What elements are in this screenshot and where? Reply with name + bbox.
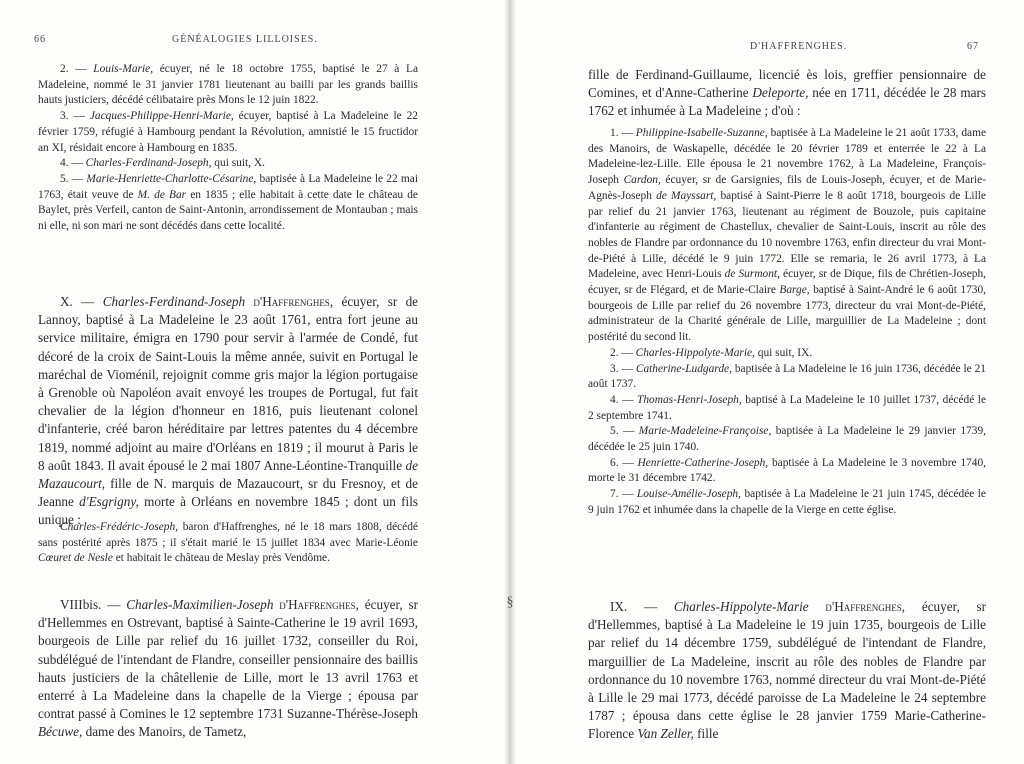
running-head: GÉNÉALOGIES LILLOISES.: [172, 34, 318, 45]
list-item: 1. — Philippine-Isabelle-Suzanne, baptisée à La Madeleine le 21 août 1733, dame des Manoirs, de Waskapelle, décédée le 20 février 1789 et enterrée le 22 à La Madeleine-lez-Lille. Elle épousa le 21 novembre 1762, à La Madeleine, François-Joseph Cardon, écuyer, sr de Garsignies, fils de Louis-Joseph, écuyer, et de Marie-Agnès-Joseph de Mayssart, baptisé à Saint-Pierre le 8 août 1718, bourgeois de Lille par relief du 21 janvier 1763, lieutenant au régiment de Bouzole, puis capitaine d'infanterie au régiment de Chastellux, chevalier de Saint-Louis, inscrit au rôle des nobles de Flandre par ordonnance du 10 novembre 1763, enfin directeur du vrai Mont-de-Piété à Lille, décédé le 9 juin 1772. Elle se remaria, le 26 avril 1773, à La Madeleine, avec Henri-Louis de Surmont, écuyer, sr de Dique, fils de Chrétien-Joseph, écuyer, sr de Flégard, et de Marie-Claire Barge, baptisé à Saint-André le 6 août 1730, bourgeois de Lille par relief du 26 novembre 1773, directeur du vrai Mont-de-Piété, administrateur de la Charité générale de Lille, marguillier de La Madeleine ; dont postérité du second lit.: [588, 127, 987, 344]
list-item: 4. — Charles-Ferdinand-Joseph, qui suit, X.: [60, 157, 265, 170]
page-number: 67: [967, 41, 979, 52]
entry-x-son: Charles-Frédéric-Joseph, baron d'Haffrenghes, né le 18 mars 1808, décédé sans postérité après 1875 ; il s'était marié le 15 juillet 1834 avec Marie-Léonie Cœuret de Nesle et habitait le château de Meslay près Vendôme.: [38, 521, 418, 565]
list-item: 6. — Henriette-Catherine-Joseph, baptisée à La Madeleine le 3 novembre 1740, morte le 31 décembre 1742.: [588, 456, 986, 485]
list-item: 3. — Catherine-Ludgarde, baptisée à La Madeleine le 16 juin 1736, décédée le 21 août 1737.: [588, 362, 987, 391]
binding-mark-icon: §: [506, 595, 514, 610]
left-page: [0, 0, 508, 764]
list-item: 2. — Louis-Marie, écuyer, né le 18 octobre 1755, baptisé le 27 à La Madeleine, nommé le 31 janvier 1781 lieutenant au bailli par les grands baillis hauts justiciers, décédé célibataire près Mons le 12 juin 1822.: [38, 63, 418, 107]
page-number: 66: [34, 34, 46, 45]
entry-viii-bis-continued: fille de Ferdinand-Guillaume, licencié ès lois, greffier pensionnaire de Comines, et d'Anne-Catherine Deleporte, née en 1711, décédée le 28 mars 1762 et inhumée à La Madeleine ; d'où :: [588, 67, 986, 119]
list-item: 3. — Jacques-Philippe-Henri-Marie, écuyer, baptisé à La Madeleine le 22 février 1759, réfugié à Hambourg pendant la Révolution, amnistié le 15 fructidor an XI, résidait encore à Hambourg en 1835.: [38, 110, 418, 154]
list-item: 2. — Charles-Hippolyte-Marie, qui suit, IX.: [610, 346, 813, 359]
entry-viii-bis: VIIIbis. — Charles-Maximilien-Joseph d'Haffrenghes, écuyer, sr d'Hellemmes en Ostrevant, baptisé à Sainte-Catherine le 19 avril 1693, bourgeois de Lille par relief du 16 juillet 1732, conseiller du Roi, subdélégué de l'intendant de Flandre, conseiller pensionnaire des baillis hauts justiciers de la châtellenie de Lille, mort le 13 avril 1763 et enterré à La Madeleine dans la chapelle de la Vierge ; épousa par contrat passé à Comines le 12 septembre 1731 Suzanne-Thérèse-Joseph Bécuwe, dame des Manoirs, de Tametz,: [38, 597, 419, 740]
entry-ix: IX. — Charles-Hippolyte-Marie d'Haffrenghes, écuyer, sr d'Hellemmes, baptisé à La Madeleine le 19 juin 1735, bourgeois de Lille par relief du 14 décembre 1759, subdélégué de l'intendant de Flandre, marguillier de La Madeleine, inscrit au rôle des nobles de Flandre par ordonnance du 10 novembre 1763, nommé directeur du vrai Mont-de-Piété à Lille le 29 mai 1773, décédé paroisse de La Madeleine le 24 septembre 1787 ; épousa dans cette église le 28 janvier 1759 Marie-Catherine-Florence Van Zeller, fille: [588, 599, 987, 742]
running-head: D'HAFFRENGHES.: [750, 41, 848, 52]
list-item: 4. — Thomas-Henri-Joseph, baptisé à La Madeleine le 10 juillet 1737, décédé le 2 septembre 1741.: [588, 393, 987, 422]
list-item: 5. — Marie-Henriette-Charlotte-Césarine, baptisée à La Madeleine le 22 mai 1763, était veuve de M. de Bar en 1835 ; elle habitait à cette date le château de Baylet, près Verfeil, canton de Saint-Antonin, arrondissement de Montauban ; mais ni elle, ni son mari ne sont décédés dans cette localité.: [38, 172, 418, 233]
children-list: [588, 126, 986, 519]
right-page: [512, 0, 1024, 764]
list-item: 5. — Marie-Madeleine-Françoise, baptisée à La Madeleine le 29 janvier 1739, décédée le 25 juin 1740.: [588, 425, 986, 454]
list-item: 7. — Louise-Amélie-Joseph, baptisée à La Madeleine le 21 juin 1745, décédée le 9 juin 1762 et inhumée dans la chapelle de la Vierge en cette église.: [588, 488, 986, 516]
entry-x: X. — Charles-Ferdinand-Joseph d'Haffrenghes, écuyer, sr de Lannoy, baptisé à La Madeleine le 23 août 1761, entra fort jeune au service militaire, émigra en 1790 pour servir à l'armée de Condé, fut décoré de la croix de Saint-Louis la même année, suivit en Portugal le maréchal de Vioménil, rejoignit comme gris major la légion portugaise à Grenoble où Napoléon avait envoyé les troupes de Portugal, fut fait chevalier de la légion d'honneur en 1816, puis lieutenant colonel d'infanterie, créé baron héréditaire par lettres patentes du 4 décembre 1819, nommé adjoint au maire d'Orléans en 1819 ; il mourut à Paris le 8 août 1843. Il avait épousé le 2 mai 1807 Anne-Léontine-Tranquille de Mazaucourt, fille de N. marquis de Mazaucourt, sr du Fresnoy, et de Jeanne d'Esgrigny, morte à Orléans en novembre 1845 ; dont un fils unique :: [38, 294, 419, 528]
children-list: [38, 62, 418, 235]
